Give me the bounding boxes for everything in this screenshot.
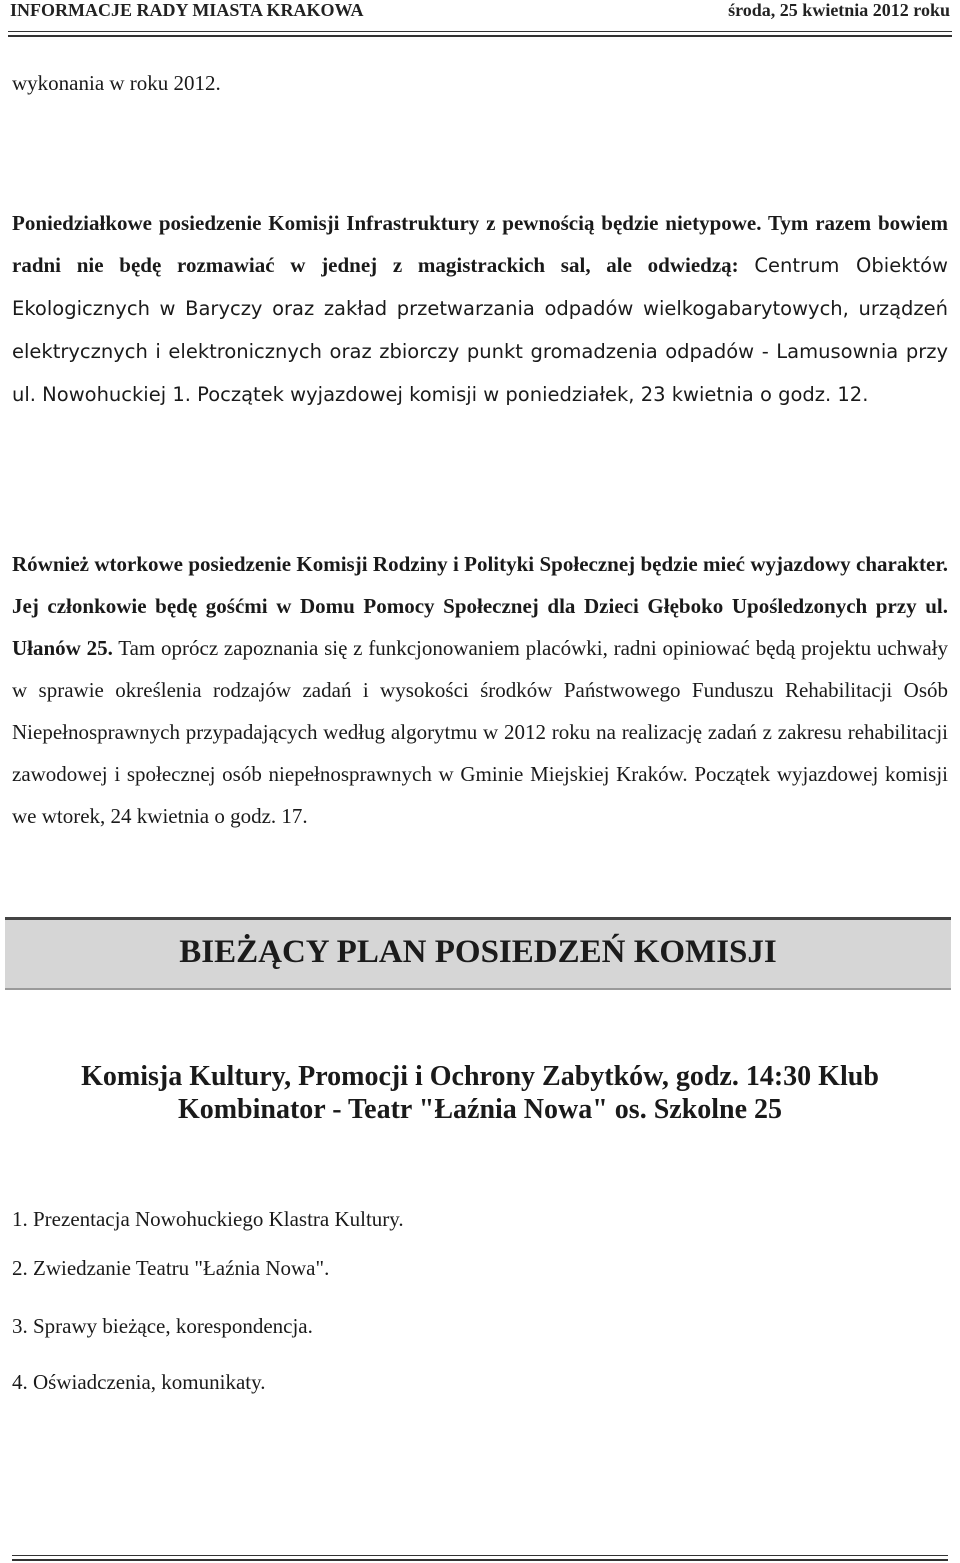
agenda-item: 2. Zwiedzanie Teatru "Łaźnia Nowa".: [12, 1256, 330, 1280]
intro-fragment: wykonania w roku 2012.: [12, 71, 221, 95]
agenda-item: 3. Sprawy bieżące, korespondencja.: [12, 1314, 313, 1338]
header-rule-thin: [8, 31, 952, 32]
infrastructure-body: Centrum Obiektów Ekologicznych w Baryczy oraz zakład przetwarzania odpadów wielkogabarytowych, urządzeń elektrycznych i elektronicznych oraz zbiorczy punkt gromadzenia odpadów - Lamusownia przy ul. Nowohuckiej 1. Początek wyjazdowej komisji w poniedziałek, 23 kwietnia o godz. 12.: [12, 254, 949, 406]
publication-title: INFORMACJE RADY MIASTA KRAKOWA: [10, 0, 364, 20]
footer-rule-thin: [12, 1555, 948, 1556]
family-lead: Również wtorkowe posiedzenie Komisji Rodziny i Polityki Społecznej będzie mieć wyjazdowy charakter. Jej członkowie będę gośćmi w Domu Pomocy Społecznej dla Dzieci Głęboko Upośledzonych przy ul. Ułanów 25.: [12, 552, 948, 660]
footer-rule-thick: [12, 1559, 948, 1561]
committee-heading: Komisja Kultury, Promocji i Ochrony Zabytków, godz. 14:30 Klub Kombinator - Teatr "Łaźnia Nowa" os. Szkolne 25: [81, 1061, 879, 1125]
issue-date: środa, 25 kwietnia 2012 roku: [728, 0, 950, 20]
section-title: BIEŻĄCY PLAN POSIEDZEŃ KOMISJI: [179, 934, 777, 970]
infrastructure-lead: Poniedziałkowe posiedzenie Komisji Infrastruktury z pewnością będzie nietypowe. Tym razem bowiem radni nie będę rozmawiać w jednej z magistrackich sal, ale odwiedzą:: [12, 211, 948, 277]
agenda-item: 1. Prezentacja Nowohuckiego Klastra Kultury.: [12, 1207, 404, 1231]
infrastructure-paragraph: [12, 202, 948, 416]
family-body: Tam oprócz zapoznania się z funkcjonowaniem placówki, radni opiniować będą projektu uchwały w sprawie określenia rodzajów zadań i wysokości środków Państwowego Funduszu Rehabilitacji Osób Niepełnosprawnych przypadających według algorytmu w 2012 roku na realizację zadań z zakresu rehabilitacji zawodowej i społecznej osób niepełnosprawnych w Gminie Miejskiej Kraków. Początek wyjazdowej komisji we wtorek, 24 kwietnia o godz. 17.: [12, 636, 948, 828]
section-banner: [5, 917, 951, 990]
agenda-item: 4. Oświadczenia, komunikaty.: [12, 1370, 266, 1394]
family-paragraph: [12, 543, 948, 837]
agenda-list: [12, 1201, 404, 1420]
header-rule-thick: [8, 35, 952, 37]
page-header: [8, 0, 952, 38]
